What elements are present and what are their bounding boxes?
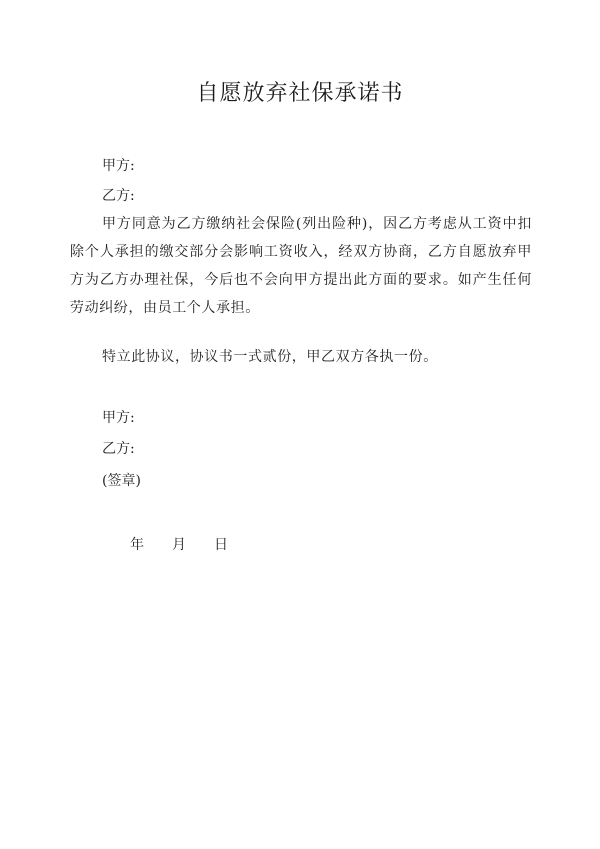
signature-party-b-label: 乙方: (102, 441, 135, 457)
document-title: 自愿放弃社保承诺书 (196, 81, 404, 106)
party-b-label: 乙方: (102, 188, 135, 204)
closing-paragraph: 特立此协议，协议书一式贰份，甲乙双方各执一份。 (102, 349, 438, 365)
date-month-label: 月 (172, 537, 186, 553)
body-paragraph: 甲方同意为乙方缴纳社会保险(列出险种)，因乙方考虑从工资中扣除个人承担的缴交部分会影响工资收入，经双方协商，乙方自愿放弃甲方为乙方办理社保，今后也不会向甲方提出此方面的要求。如产生任何劳动纠纷，由员工个人承担。 (70, 216, 532, 316)
seal-label: (签章) (102, 473, 141, 489)
date-year-label: 年 (130, 537, 144, 553)
party-a-label: 甲方: (102, 158, 135, 174)
signature-party-a-label: 甲方: (102, 410, 135, 426)
date-day-label: 日 (214, 537, 228, 553)
